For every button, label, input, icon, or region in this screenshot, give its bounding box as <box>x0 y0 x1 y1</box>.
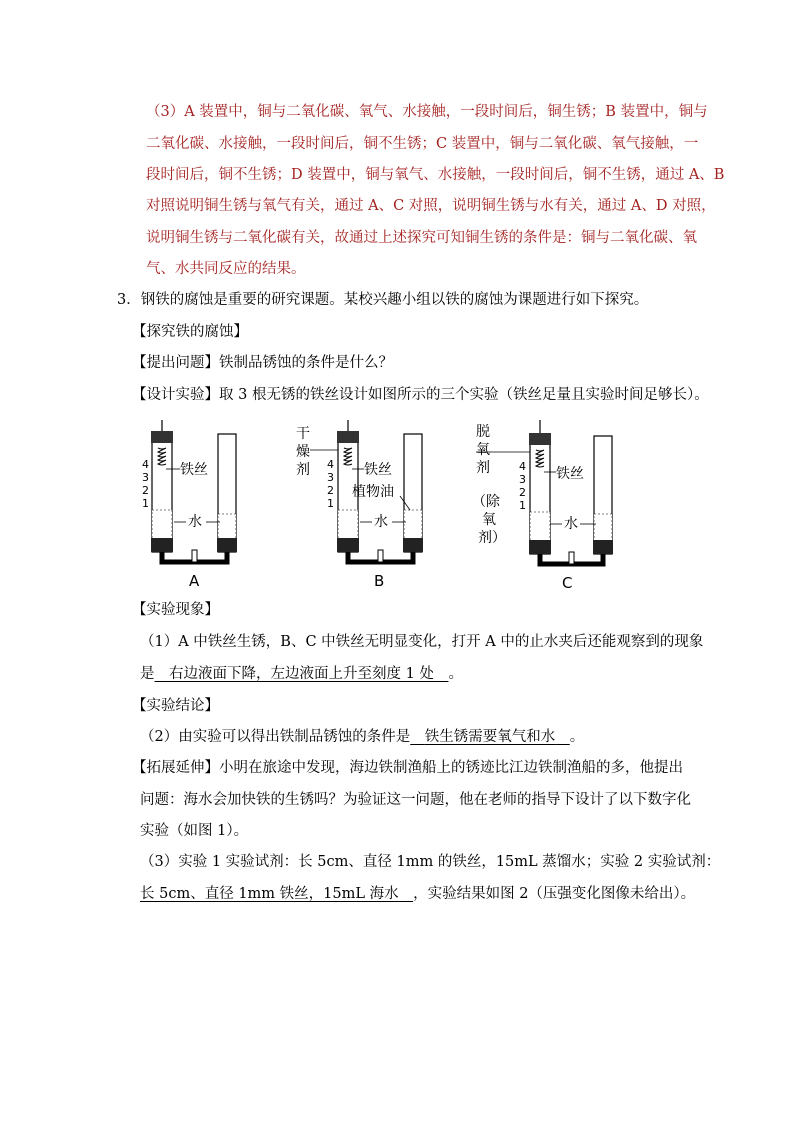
apparatus-b <box>290 420 440 595</box>
experiment-figure <box>130 420 710 595</box>
deox-paren-char: 氧 <box>482 512 496 528</box>
scale-mark: 3 <box>519 473 526 486</box>
p1-line-2 <box>140 664 463 684</box>
extension-line-1: 【拓展延伸】小明在旅途中发现，海边铁制渔船上的锈迹比江边铁制渔船的多，他提出 <box>132 760 683 776</box>
deox-char: 氧 <box>476 442 490 458</box>
p3-line-2 <box>140 884 695 904</box>
water-label: 水 <box>188 514 202 530</box>
phenomena-heading: 【实验现象】 <box>132 602 219 618</box>
design-experiment: 【设计实验】取 3 根无锈的铁丝设计如图所示的三个实验（铁丝足量且实验时间足够长）。 <box>132 387 709 403</box>
p3-answer: 长 5cm、直径 1mm 铁丝，15mL 海水 <box>140 886 399 902</box>
label-b: B <box>374 572 385 590</box>
deox-char: 剂 <box>476 460 490 476</box>
label-c: C <box>562 574 573 592</box>
water-label: 水 <box>564 516 578 532</box>
p3-line-1: （3）实验 1 实验试剂：长 5cm、直径 1mm 的铁丝，15mL 蒸馏水；实验 2 实验试剂： <box>140 854 721 870</box>
p2-prefix: （2）由实验可以得出铁制品锈蚀的条件是 <box>140 729 411 745</box>
q3-intro: 3．钢铁的腐蚀是重要的研究课题。某校兴趣小组以铁的腐蚀为课题进行如下探究。 <box>117 292 649 308</box>
p1-suffix: 。 <box>448 666 463 682</box>
deox-paren-char: 剂） <box>478 530 506 546</box>
p2-line <box>140 727 584 747</box>
wire-label: 铁丝 <box>180 462 208 478</box>
extension-line-2: 问题：海水会加快铁的生锈吗？为验证这一问题，他在老师的指导下设计了以下数字化 <box>140 792 691 808</box>
p2-answer: 铁生锈需要氧气和水 <box>424 729 556 745</box>
scale-mark: 2 <box>327 484 334 497</box>
p1-line-1: （1）A 中铁丝生锈，B、C 中铁丝无明显变化，打开 A 中的止水夹后还能观察到的现象 <box>140 634 704 650</box>
scale-mark: 1 <box>142 497 149 510</box>
scale-mark: 3 <box>142 471 149 484</box>
p1-prefix: 是 <box>140 666 155 682</box>
scale-mark: 1 <box>519 499 526 512</box>
answer-line-1: （3）A 装置中，铜与二氧化碳、氧气、水接触，一段时间后，铜生锈；B 装置中，铜与 <box>146 104 708 120</box>
answer-line-6: 气、水共同反应的结果。 <box>146 261 306 277</box>
conclusion-heading: 【实验结论】 <box>132 698 219 714</box>
wire-label: 铁丝 <box>364 462 392 478</box>
explore-heading: 【探究铁的腐蚀】 <box>132 324 248 340</box>
scale-mark: 4 <box>142 458 149 471</box>
scale-mark: 2 <box>519 486 526 499</box>
water-label: 水 <box>374 514 388 530</box>
p3-suffix: ，实验结果如图 2（压强变化图像未给出）。 <box>413 886 696 902</box>
answer-line-2: 二氧化碳、水接触，一段时间后，铜不生锈；C 装置中，铜与二氧化碳、氧气接触，一 <box>146 136 699 152</box>
scale-mark: 3 <box>327 471 334 484</box>
pose-question: 【提出问题】铁制品锈蚀的条件是什么？ <box>132 355 393 371</box>
answer-line-4: 对照说明铜生锈与氧气有关，通过 A、C 对照，说明铜生锈与水有关，通过 A、D 对照， <box>146 198 716 214</box>
scale-mark: 1 <box>327 497 334 510</box>
wire-label: 铁丝 <box>556 466 584 482</box>
apparatus-a <box>130 420 260 595</box>
answer-line-3: 段时间后，铜不生锈；D 装置中，铜与氧气、水接触，一段时间后，铜不生锈，通过 A、B <box>146 167 725 183</box>
answer-line-5: 说明铜生锈与二氧化碳有关，故通过上述探究可知铜生锈的条件是：铜与二氧化碳、氧 <box>146 230 697 246</box>
desiccant-char: 燥 <box>296 444 310 460</box>
p2-suffix: 。 <box>569 729 585 745</box>
deox-char: 脱 <box>476 424 490 440</box>
scale-mark: 4 <box>327 458 334 471</box>
scale-mark: 2 <box>142 484 149 497</box>
label-a: A <box>189 572 200 590</box>
scale-mark: 4 <box>519 460 526 473</box>
p1-answer: 右边液面下降，左边液面上升至刻度 1 处 <box>169 666 434 682</box>
oil-label: 植物油 <box>352 484 394 500</box>
extension-line-3: 实验（如图 1）。 <box>140 823 249 839</box>
deox-paren-char: （除 <box>472 494 500 510</box>
apparatus-c <box>470 420 630 595</box>
desiccant-char: 干 <box>296 426 310 442</box>
desiccant-char: 剂 <box>296 462 310 478</box>
